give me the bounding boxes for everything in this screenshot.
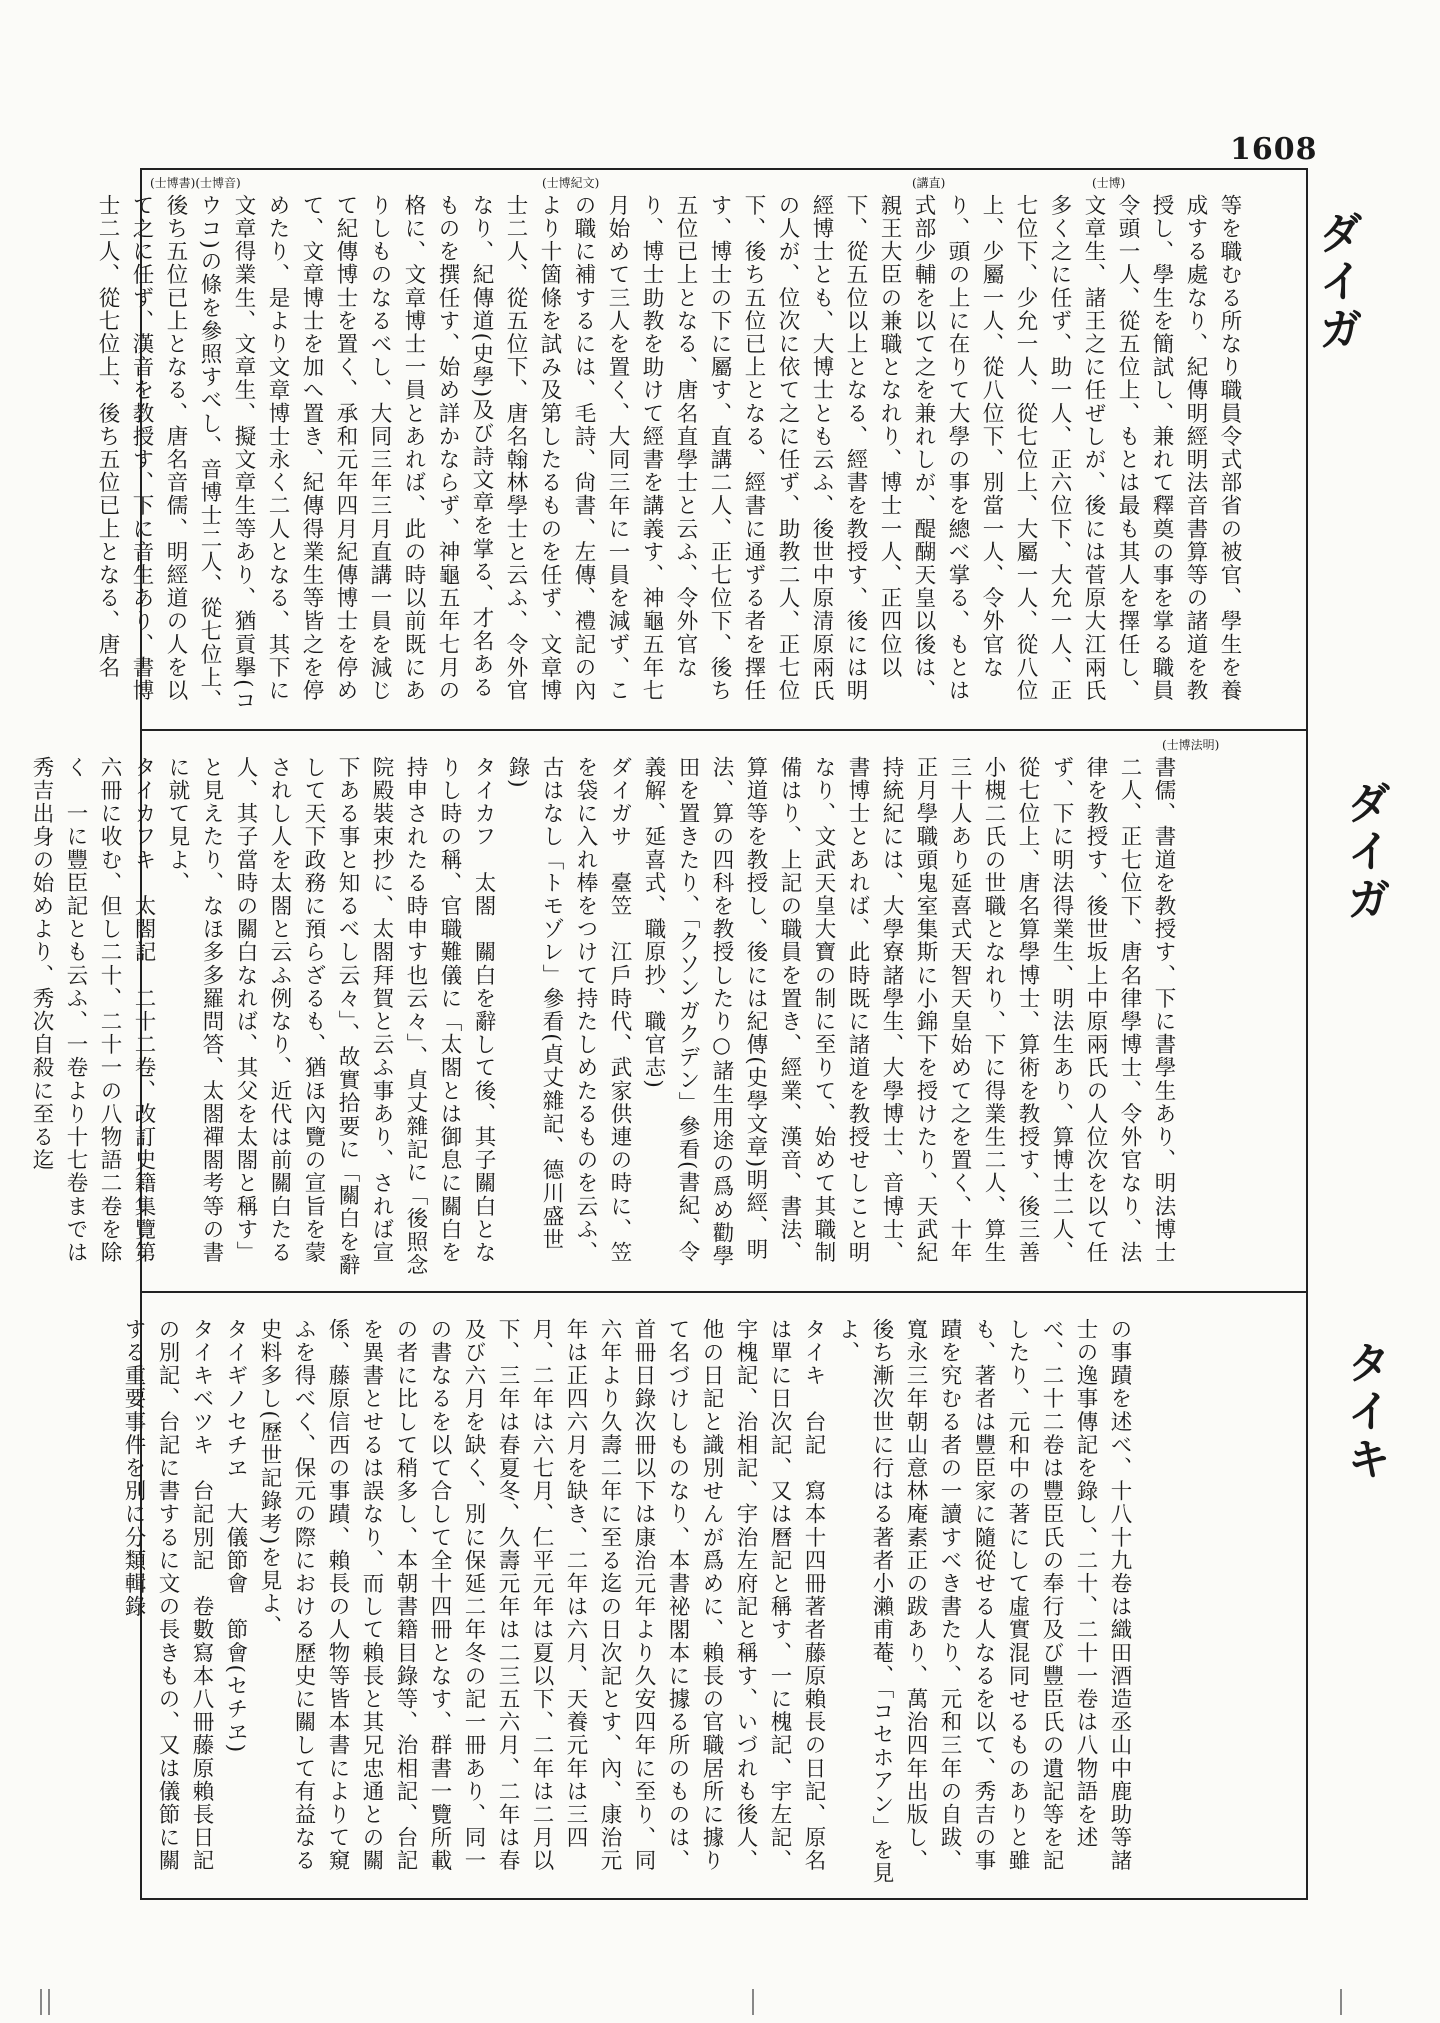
entry-text-taiki: の事蹟を述べ、十八十九卷は織田酒造丞山中鹿助等諸士の逸事傳記を錄し、二十、二十一卷は八物語を述べ、二十二卷は豐臣氏の奉行及び豐臣氏の遺記等を記したり、元和中の著にして虛實混同せるものありと雖も、著者は豐臣家に隨從せる人なるを以て、秀吉の事蹟を究むる者の一讀すべき書たり、元和三年の自跋、寬永三年朝山意林庵素正の跋あり、萬治四年出版し、後ち漸次世に行はる著者小瀨甫菴、「コセホアン」を見よ、 タイキ 台記 寫本十四冊著者藤原賴長の日記、原名は單に日次記、又は曆記と稱す、一に槐記、宇左記、宇槐記、治相記、宇治左府記と稱す、いづれも後人、他の日記と識別せんが爲めに、賴長の官職居所に據りて名づけしものなり、本書祕閣本に據る所のものは、首冊日錄次冊以下は康治元年より久安四年に至り、同六年より久壽二年に至る迄の日次記とす、內、康治元年は正四六月を缺き、二年は六月、天養元年は三四月、二年は六七月、仁平元年は夏以下、二年は二月以下、三年は春夏冬、久壽元年は二三五六月、二年は春及び六月を缺く、別に保延二年冬の記一冊あり、同一の書なるを以て合して全十四冊となす、群書一覽所載の者に比して稍多し、本朝書籍目錄等、治相記、台記を異書とせるは誤なり、而して賴長と其兄忠通との關係、藤原信西の事蹟、賴長の人物等皆本書によりて窺ふを得べく、保元の際における歷史に關して有益なる史料多し(歷世記錄考)を見よ、 タイギノセチヱ 大儀節會 節會(セチヱ) タイキベツキ 台記別記 卷數寫本八冊藤原賴長日記の別記、台記に書するに文の長きもの、又は儀節に關する重要事件を別に分類輯錄 (121, 1318, 1132, 1885)
divider-rule-2 (140, 1291, 1308, 1293)
entry-text-daigaku-continued: 書儒、書道を教授す、下に書學生あり、明法博士二人、正七位下、唐名律學博士、令外官なり、法律を教授す、後世坂上中原兩氏の人位次を以て任ず、下に明法得業生、明法生あり、算博士二人、從七位上、唐名算學博士、算術を教授す、後三善小槻二氏の世職となれり、下に得業生二人、算生三十人あり延喜式天智天皇始めて之を置く、十年正月學職頭鬼室集斯に小錦下を授けたり、天武紀持統紀には、大學寮諸學生、大學博士、音博士、書博士とあれば、此時既に諸道を教授せしこと明なり、文武天皇大寶の制に至りて、始めて其職制備はり、上記の職員を置き、經業、漢音、書法、算道等を教授し、後には紀傳(史學文章)明經、明法、算の四科を教授したり○諸生用途の爲め勸學田を置きたり、「クソンガクデン」參看(書紀、令義解、延喜式、職原抄、職官志) ダイガサ 臺笠 江戶時代、武家供連の時に、笠を袋に入れ棒をつけて持たしめたるものを云ふ、古はなし「トモゾレ」參看(貞丈雜記、德川盛世錄) タイカフ 太閤 關白を辭して後、其子關白となりし時の稱、官職難儀に「太閤とは御息に關白を持申されたる時申す也云々」、貞丈雜記に「後照念院殿裝束抄に、太閤拜賀と云ふ事あり、されば宣下ある事と知るべし云々」、故實拾要に「關白を辭して天下政務に預らざるも、猶ほ內覽の宣旨を蒙されし人を太閤と云ふ例なり、近代は前關白たる人、其子當時の關白なれば、其父を太閤と稱す」と見えたり、なほ多多羅問答、太閤禪閤考等の書に就て見よ、 タイカフキ 太閤記 二十二卷、改訂史籍集覽第六冊に收む、但し二十、二十一の八物語二卷を除く 一に豐臣記とも云ふ、一卷より十七卷までは秀吉出身の始めより、秀次自殺に至る迄 (29, 756, 1176, 1277)
scan-mark (752, 1989, 754, 2015)
section-heading-3: タイキ (1339, 1340, 1390, 1484)
band-bottom (121, 1294, 1306, 1898)
gloss-note: (士博) (1092, 176, 1126, 190)
gloss-note: (講直) (912, 176, 946, 190)
scan-mark (1340, 1989, 1342, 2015)
section-heading-2: ダイガ (1339, 780, 1390, 924)
divider-rule-1 (140, 729, 1308, 731)
gloss-note: (士博紀文) (542, 176, 600, 190)
scan-mark (48, 1989, 50, 2015)
entry-text-daigaku: 等を職むる所なり職員令式部省の被官、學生を養成する處なり、紀傳明經明法音書算等の諸道を教授し、學生を簡試し、兼れて釋奠の事を掌る職員令頭一人、從五位上、もとは最も其人を擇任し、文章生、諸王之に任ぜしが、後には菅原大江兩氏多く之に任ず、助一人、正六位下、大允一人、正七位下、少允一人、從七位上、大屬一人、從八位上、少屬一人、從八位下、別當一人、令外官なり、頭の上に在りて大學の事を總べ掌る、もとは式部少輔を以て之を兼れしが、醍醐天皇以後は、親王大臣の兼職となれり、博士一人、正四位以下、從五位以上となる、經書を教授す、後には明經博士とも、大博士とも云ふ、後世中原清原兩氏の人が、位次に依て之に任ず、助教二人、正七位下、後ち五位已上となる、經書に通ずる者を擇任す、博士の下に屬す、直講二人、正七位下、後ち五位已上となる、唐名直學士と云ふ、令外官なり、博士助教を助けて經書を講義す、神龜五年七月始めて三人を置く、大同三年に一員を減ず、この職に補するには、毛詩、尙書、左傳、禮記の內より十箇條を試み及第したるものを任ず、文章博士二人、從五位下、唐名翰林學士と云ふ、令外官なり、紀傳道(史學)及び詩文章を掌る、才名あるものを撰任す、始め詳かならず、神龜五年七月の格に、文章博士一員とあれば、此の時以前既にありしものなるべし、大同三年三月直講一員を減じて紀傳博士を置く、承和元年四月紀傳博士を停めて、文章博士を加へ置き、紀傳得業生等皆之を停めたり、是より文章博士永く二人となる、其下に文章得業生、文章生、擬文章生等あり、猶貢擧(コウコ)の條を參照すべし、音博士二人、從七位上、後ち五位已上となる、唐名音儒、明經道の人を以て之に任ず、漢音を教授す、下に音生あり、書博士二人、從七位上、後ち五位已上となる、唐名 (95, 194, 1242, 713)
band-middle (29, 732, 1306, 1290)
gloss-note: (士博法明) (1162, 738, 1220, 752)
band-top (95, 170, 1306, 728)
scan-mark (40, 1989, 42, 2015)
page-number: 1608 (1230, 132, 1318, 167)
section-heading-1: ダイガ (1311, 210, 1362, 354)
gloss-note: (士博書)(士博音) (150, 176, 241, 190)
scan-edge-marks (40, 1985, 1400, 2015)
